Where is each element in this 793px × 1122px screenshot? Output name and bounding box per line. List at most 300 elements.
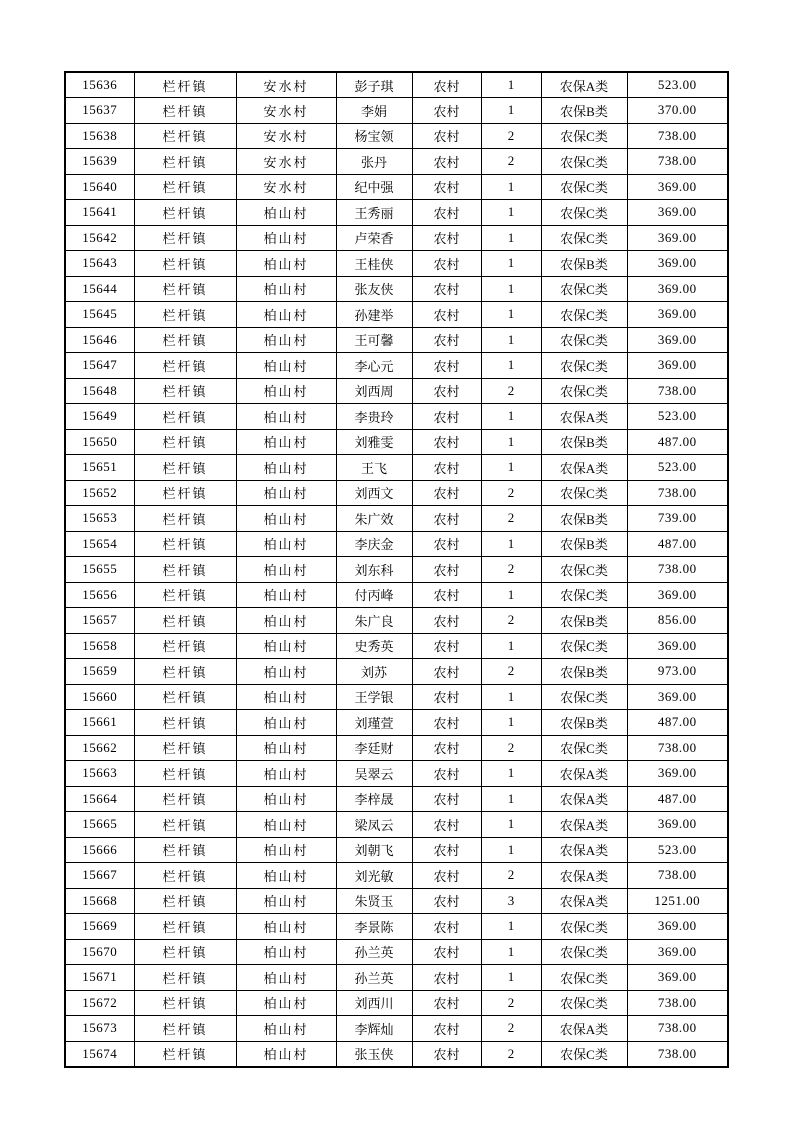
cell-name: 刘苏 — [336, 659, 412, 685]
cell-count: 1 — [481, 276, 541, 302]
table-row — [65, 174, 728, 200]
cell-category: 农保C类 — [541, 1041, 627, 1067]
cell-id: 15647 — [65, 353, 134, 379]
table-row — [65, 225, 728, 251]
cell-id: 15671 — [65, 965, 134, 991]
cell-amount: 487.00 — [627, 429, 728, 455]
cell-amount: 738.00 — [627, 149, 728, 175]
cell-amount: 369.00 — [627, 353, 728, 379]
cell-village: 安水村 — [236, 174, 336, 200]
cell-id: 15660 — [65, 684, 134, 710]
cell-village: 柏山村 — [236, 1016, 336, 1042]
cell-category: 农保A类 — [541, 812, 627, 838]
cell-residence: 农村 — [412, 429, 481, 455]
cell-count: 2 — [481, 1016, 541, 1042]
cell-count: 1 — [481, 786, 541, 812]
cell-count: 1 — [481, 633, 541, 659]
cell-residence: 农村 — [412, 684, 481, 710]
cell-town: 栏杆镇 — [134, 965, 236, 991]
cell-category: 农保B类 — [541, 531, 627, 557]
cell-name: 李心元 — [336, 353, 412, 379]
cell-count: 2 — [481, 378, 541, 404]
cell-amount: 523.00 — [627, 404, 728, 430]
cell-village: 安水村 — [236, 123, 336, 149]
cell-residence: 农村 — [412, 251, 481, 277]
cell-amount: 523.00 — [627, 455, 728, 481]
cell-town: 栏杆镇 — [134, 684, 236, 710]
cell-id: 15674 — [65, 1041, 134, 1067]
cell-id: 15663 — [65, 761, 134, 787]
cell-count: 1 — [481, 72, 541, 98]
cell-town: 栏杆镇 — [134, 429, 236, 455]
cell-residence: 农村 — [412, 812, 481, 838]
table-row — [65, 353, 728, 379]
cell-town: 栏杆镇 — [134, 990, 236, 1016]
cell-residence: 农村 — [412, 506, 481, 532]
table-row — [65, 200, 728, 226]
cell-village: 柏山村 — [236, 455, 336, 481]
cell-residence: 农村 — [412, 98, 481, 124]
cell-residence: 农村 — [412, 480, 481, 506]
cell-village: 柏山村 — [236, 404, 336, 430]
cell-name: 李娟 — [336, 98, 412, 124]
cell-id: 15672 — [65, 990, 134, 1016]
cell-name: 卢荣香 — [336, 225, 412, 251]
cell-town: 栏杆镇 — [134, 1041, 236, 1067]
cell-village: 柏山村 — [236, 429, 336, 455]
cell-count: 1 — [481, 684, 541, 710]
cell-id: 15640 — [65, 174, 134, 200]
cell-category: 农保C类 — [541, 378, 627, 404]
cell-category: 农保C类 — [541, 200, 627, 226]
table-row — [65, 608, 728, 634]
cell-count: 2 — [481, 149, 541, 175]
cell-name: 张丹 — [336, 149, 412, 175]
cell-category: 农保A类 — [541, 888, 627, 914]
table-row — [65, 123, 728, 149]
cell-name: 付丙峰 — [336, 582, 412, 608]
cell-name: 刘瑾萱 — [336, 710, 412, 736]
cell-town: 栏杆镇 — [134, 914, 236, 940]
cell-id: 15645 — [65, 302, 134, 328]
cell-count: 1 — [481, 98, 541, 124]
cell-name: 朱广效 — [336, 506, 412, 532]
cell-id: 15638 — [65, 123, 134, 149]
cell-amount: 369.00 — [627, 914, 728, 940]
cell-id: 15667 — [65, 863, 134, 889]
cell-residence: 农村 — [412, 786, 481, 812]
cell-count: 2 — [481, 659, 541, 685]
cell-count: 2 — [481, 557, 541, 583]
cell-town: 栏杆镇 — [134, 276, 236, 302]
cell-residence: 农村 — [412, 276, 481, 302]
cell-name: 李贵玲 — [336, 404, 412, 430]
cell-residence: 农村 — [412, 1041, 481, 1067]
cell-count: 1 — [481, 327, 541, 353]
cell-village: 安水村 — [236, 149, 336, 175]
cell-count: 2 — [481, 735, 541, 761]
table-row — [65, 812, 728, 838]
cell-residence: 农村 — [412, 1016, 481, 1042]
table-row — [65, 557, 728, 583]
cell-category: 农保A类 — [541, 786, 627, 812]
table-body — [65, 72, 728, 1067]
cell-village: 柏山村 — [236, 939, 336, 965]
cell-amount: 369.00 — [627, 174, 728, 200]
cell-category: 农保C类 — [541, 939, 627, 965]
cell-residence: 农村 — [412, 149, 481, 175]
table-row — [65, 735, 728, 761]
cell-category: 农保B类 — [541, 506, 627, 532]
table-row — [65, 404, 728, 430]
cell-category: 农保A类 — [541, 761, 627, 787]
cell-town: 栏杆镇 — [134, 353, 236, 379]
cell-category: 农保C类 — [541, 965, 627, 991]
cell-category: 农保C类 — [541, 174, 627, 200]
cell-id: 15664 — [65, 786, 134, 812]
cell-village: 柏山村 — [236, 710, 336, 736]
cell-name: 李梓晟 — [336, 786, 412, 812]
cell-name: 李庆金 — [336, 531, 412, 557]
cell-count: 1 — [481, 761, 541, 787]
cell-amount: 369.00 — [627, 327, 728, 353]
cell-name: 杨宝领 — [336, 123, 412, 149]
cell-count: 1 — [481, 302, 541, 328]
cell-count: 2 — [481, 863, 541, 889]
cell-id: 15651 — [65, 455, 134, 481]
cell-village: 柏山村 — [236, 914, 336, 940]
cell-amount: 369.00 — [627, 812, 728, 838]
cell-village: 柏山村 — [236, 684, 336, 710]
cell-village: 柏山村 — [236, 480, 336, 506]
cell-category: 农保A类 — [541, 837, 627, 863]
cell-residence: 农村 — [412, 939, 481, 965]
cell-village: 柏山村 — [236, 608, 336, 634]
cell-id: 15668 — [65, 888, 134, 914]
cell-name: 刘东科 — [336, 557, 412, 583]
cell-residence: 农村 — [412, 557, 481, 583]
cell-village: 柏山村 — [236, 1041, 336, 1067]
cell-count: 2 — [481, 608, 541, 634]
cell-amount: 369.00 — [627, 200, 728, 226]
cell-category: 农保B类 — [541, 659, 627, 685]
cell-amount: 487.00 — [627, 786, 728, 812]
cell-village: 柏山村 — [236, 990, 336, 1016]
cell-count: 1 — [481, 455, 541, 481]
cell-name: 梁凤云 — [336, 812, 412, 838]
cell-category: 农保C类 — [541, 276, 627, 302]
cell-village: 柏山村 — [236, 276, 336, 302]
table-row — [65, 888, 728, 914]
table-row — [65, 531, 728, 557]
cell-count: 2 — [481, 1041, 541, 1067]
cell-village: 柏山村 — [236, 837, 336, 863]
cell-amount: 739.00 — [627, 506, 728, 532]
cell-count: 2 — [481, 990, 541, 1016]
cell-id: 15644 — [65, 276, 134, 302]
cell-residence: 农村 — [412, 455, 481, 481]
cell-town: 栏杆镇 — [134, 735, 236, 761]
table-row — [65, 633, 728, 659]
cell-residence: 农村 — [412, 174, 481, 200]
table-row — [65, 327, 728, 353]
cell-town: 栏杆镇 — [134, 455, 236, 481]
cell-id: 15650 — [65, 429, 134, 455]
table-row — [65, 149, 728, 175]
cell-id: 15662 — [65, 735, 134, 761]
cell-id: 15666 — [65, 837, 134, 863]
cell-category: 农保A类 — [541, 863, 627, 889]
table-row — [65, 684, 728, 710]
cell-id: 15642 — [65, 225, 134, 251]
cell-name: 王秀丽 — [336, 200, 412, 226]
cell-amount: 738.00 — [627, 735, 728, 761]
cell-id: 15652 — [65, 480, 134, 506]
cell-amount: 738.00 — [627, 1041, 728, 1067]
cell-amount: 369.00 — [627, 276, 728, 302]
cell-category: 农保C类 — [541, 633, 627, 659]
cell-village: 柏山村 — [236, 761, 336, 787]
cell-residence: 农村 — [412, 302, 481, 328]
cell-town: 栏杆镇 — [134, 506, 236, 532]
cell-town: 栏杆镇 — [134, 225, 236, 251]
cell-name: 史秀英 — [336, 633, 412, 659]
cell-count: 1 — [481, 812, 541, 838]
cell-name: 张友侠 — [336, 276, 412, 302]
cell-amount: 369.00 — [627, 633, 728, 659]
cell-amount: 738.00 — [627, 557, 728, 583]
cell-count: 1 — [481, 939, 541, 965]
cell-count: 1 — [481, 404, 541, 430]
table-row — [65, 480, 728, 506]
cell-town: 栏杆镇 — [134, 633, 236, 659]
cell-id: 15643 — [65, 251, 134, 277]
table-row — [65, 659, 728, 685]
cell-id: 15641 — [65, 200, 134, 226]
cell-residence: 农村 — [412, 914, 481, 940]
table-row — [65, 378, 728, 404]
cell-town: 栏杆镇 — [134, 659, 236, 685]
cell-village: 柏山村 — [236, 633, 336, 659]
cell-town: 栏杆镇 — [134, 786, 236, 812]
cell-id: 15658 — [65, 633, 134, 659]
cell-amount: 738.00 — [627, 480, 728, 506]
cell-amount: 369.00 — [627, 251, 728, 277]
cell-residence: 农村 — [412, 735, 481, 761]
cell-name: 李廷财 — [336, 735, 412, 761]
cell-category: 农保C类 — [541, 353, 627, 379]
cell-category: 农保C类 — [541, 225, 627, 251]
cell-id: 15649 — [65, 404, 134, 430]
cell-amount: 369.00 — [627, 684, 728, 710]
table-row — [65, 1041, 728, 1067]
cell-category: 农保C类 — [541, 480, 627, 506]
cell-town: 栏杆镇 — [134, 378, 236, 404]
cell-category: 农保C类 — [541, 327, 627, 353]
cell-town: 栏杆镇 — [134, 123, 236, 149]
cell-category: 农保C类 — [541, 149, 627, 175]
cell-village: 安水村 — [236, 72, 336, 98]
cell-name: 刘光敏 — [336, 863, 412, 889]
cell-category: 农保B类 — [541, 251, 627, 277]
cell-village: 柏山村 — [236, 506, 336, 532]
cell-category: 农保C类 — [541, 123, 627, 149]
cell-amount: 369.00 — [627, 582, 728, 608]
table-row — [65, 863, 728, 889]
cell-count: 1 — [481, 837, 541, 863]
cell-count: 1 — [481, 225, 541, 251]
cell-count: 3 — [481, 888, 541, 914]
cell-residence: 农村 — [412, 225, 481, 251]
cell-town: 栏杆镇 — [134, 174, 236, 200]
cell-residence: 农村 — [412, 531, 481, 557]
cell-amount: 738.00 — [627, 1016, 728, 1042]
cell-residence: 农村 — [412, 608, 481, 634]
cell-amount: 487.00 — [627, 531, 728, 557]
cell-residence: 农村 — [412, 123, 481, 149]
cell-amount: 523.00 — [627, 837, 728, 863]
cell-name: 王可馨 — [336, 327, 412, 353]
cell-id: 15636 — [65, 72, 134, 98]
table-row — [65, 965, 728, 991]
cell-village: 柏山村 — [236, 200, 336, 226]
table-row — [65, 990, 728, 1016]
cell-town: 栏杆镇 — [134, 149, 236, 175]
cell-residence: 农村 — [412, 965, 481, 991]
cell-category: 农保C类 — [541, 557, 627, 583]
table-row — [65, 582, 728, 608]
cell-name: 王飞 — [336, 455, 412, 481]
cell-amount: 487.00 — [627, 710, 728, 736]
cell-town: 栏杆镇 — [134, 608, 236, 634]
cell-town: 栏杆镇 — [134, 582, 236, 608]
cell-residence: 农村 — [412, 888, 481, 914]
cell-count: 1 — [481, 174, 541, 200]
cell-category: 农保C类 — [541, 302, 627, 328]
cell-residence: 农村 — [412, 633, 481, 659]
cell-village: 柏山村 — [236, 251, 336, 277]
cell-category: 农保C类 — [541, 684, 627, 710]
cell-residence: 农村 — [412, 659, 481, 685]
cell-town: 栏杆镇 — [134, 480, 236, 506]
cell-id: 15639 — [65, 149, 134, 175]
cell-town: 栏杆镇 — [134, 404, 236, 430]
cell-town: 栏杆镇 — [134, 1016, 236, 1042]
cell-residence: 农村 — [412, 582, 481, 608]
table-row — [65, 939, 728, 965]
cell-residence: 农村 — [412, 990, 481, 1016]
cell-count: 1 — [481, 582, 541, 608]
cell-amount: 369.00 — [627, 302, 728, 328]
cell-id: 15657 — [65, 608, 134, 634]
cell-name: 朱贤玉 — [336, 888, 412, 914]
cell-name: 孙建举 — [336, 302, 412, 328]
cell-amount: 370.00 — [627, 98, 728, 124]
cell-town: 栏杆镇 — [134, 557, 236, 583]
cell-category: 农保C类 — [541, 914, 627, 940]
cell-name: 刘朝飞 — [336, 837, 412, 863]
cell-category: 农保C类 — [541, 735, 627, 761]
cell-category: 农保A类 — [541, 404, 627, 430]
cell-name: 刘西周 — [336, 378, 412, 404]
cell-town: 栏杆镇 — [134, 200, 236, 226]
cell-id: 15669 — [65, 914, 134, 940]
table-row — [65, 1016, 728, 1042]
cell-village: 柏山村 — [236, 557, 336, 583]
cell-amount: 369.00 — [627, 965, 728, 991]
cell-category: 农保B类 — [541, 98, 627, 124]
cell-amount: 738.00 — [627, 990, 728, 1016]
cell-name: 吴翠云 — [336, 761, 412, 787]
cell-residence: 农村 — [412, 837, 481, 863]
cell-town: 栏杆镇 — [134, 302, 236, 328]
cell-village: 柏山村 — [236, 531, 336, 557]
cell-village: 柏山村 — [236, 378, 336, 404]
cell-name: 朱广良 — [336, 608, 412, 634]
cell-count: 2 — [481, 480, 541, 506]
table-row — [65, 455, 728, 481]
cell-village: 柏山村 — [236, 735, 336, 761]
cell-category: 农保B类 — [541, 608, 627, 634]
cell-town: 栏杆镇 — [134, 531, 236, 557]
cell-village: 柏山村 — [236, 965, 336, 991]
cell-count: 1 — [481, 429, 541, 455]
cell-village: 柏山村 — [236, 225, 336, 251]
cell-amount: 523.00 — [627, 72, 728, 98]
cell-amount: 973.00 — [627, 659, 728, 685]
cell-id: 15653 — [65, 506, 134, 532]
cell-id: 15654 — [65, 531, 134, 557]
cell-name: 李辉灿 — [336, 1016, 412, 1042]
cell-town: 栏杆镇 — [134, 888, 236, 914]
cell-category: 农保B类 — [541, 429, 627, 455]
cell-village: 柏山村 — [236, 888, 336, 914]
cell-name: 张玉侠 — [336, 1041, 412, 1067]
cell-town: 栏杆镇 — [134, 72, 236, 98]
cell-residence: 农村 — [412, 327, 481, 353]
cell-category: 农保A类 — [541, 1016, 627, 1042]
cell-name: 彭子琪 — [336, 72, 412, 98]
cell-count: 1 — [481, 353, 541, 379]
cell-residence: 农村 — [412, 761, 481, 787]
table-row — [65, 72, 728, 98]
cell-name: 刘西川 — [336, 990, 412, 1016]
cell-amount: 1251.00 — [627, 888, 728, 914]
cell-residence: 农村 — [412, 404, 481, 430]
cell-id: 15673 — [65, 1016, 134, 1042]
cell-category: 农保C类 — [541, 990, 627, 1016]
cell-town: 栏杆镇 — [134, 327, 236, 353]
cell-count: 1 — [481, 200, 541, 226]
cell-count: 1 — [481, 251, 541, 277]
cell-category: 农保C类 — [541, 582, 627, 608]
cell-amount: 369.00 — [627, 939, 728, 965]
cell-town: 栏杆镇 — [134, 761, 236, 787]
cell-id: 15656 — [65, 582, 134, 608]
cell-village: 柏山村 — [236, 659, 336, 685]
cell-residence: 农村 — [412, 353, 481, 379]
cell-amount: 738.00 — [627, 378, 728, 404]
cell-village: 柏山村 — [236, 353, 336, 379]
cell-name: 王学银 — [336, 684, 412, 710]
cell-category: 农保B类 — [541, 710, 627, 736]
table-row — [65, 98, 728, 124]
cell-count: 1 — [481, 531, 541, 557]
cell-count: 1 — [481, 710, 541, 736]
table-row — [65, 786, 728, 812]
cell-category: 农保A类 — [541, 455, 627, 481]
cell-id: 15670 — [65, 939, 134, 965]
